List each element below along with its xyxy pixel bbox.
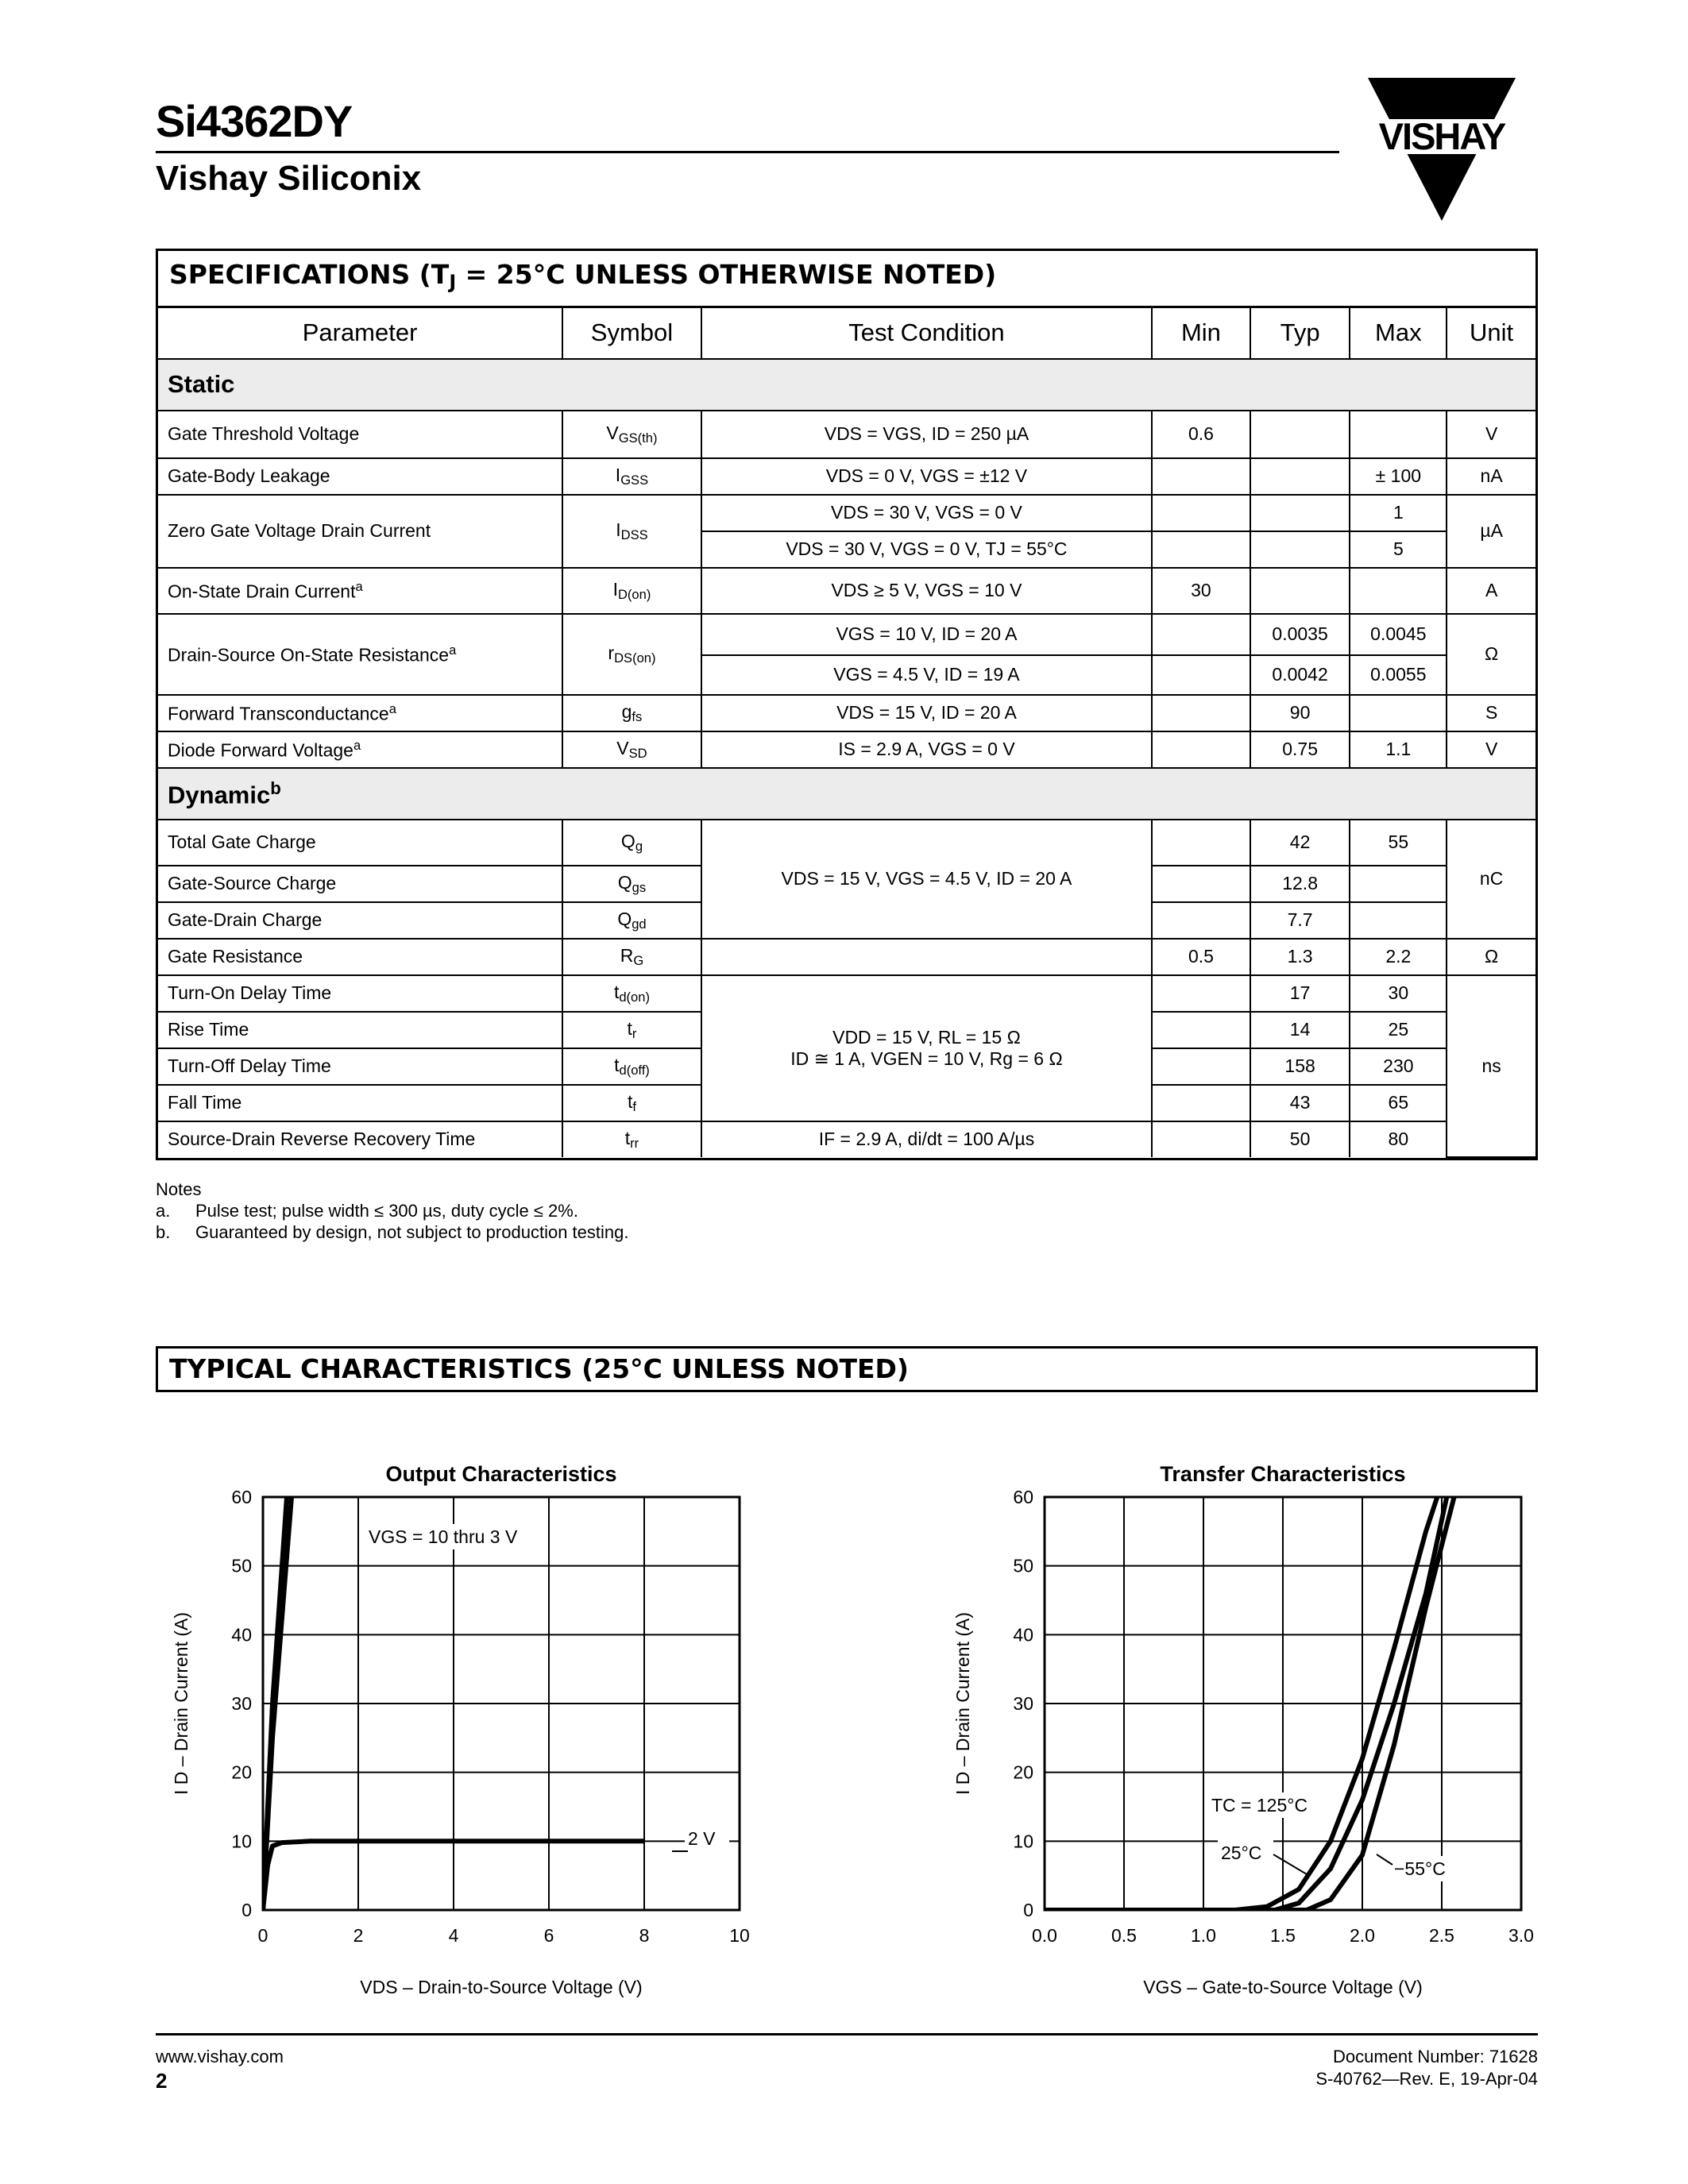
table-header-row [158,307,1535,359]
y-tick-label: 10 [231,1831,252,1852]
specifications-title: SPECIFICATIONS ($T_J = 25^\circ C$ UNLESS OTHERWISE NOTED) [158,251,1535,307]
x-tick-label: 8 [639,1925,650,1946]
x-tick-label: 0.5 [1111,1925,1137,1946]
table-row: Diode Forward Voltage$^a$ $V_{SD}$ IS = 2.9 A, VGS = 0 V 0.75 1.1 V [158,731,1535,768]
table-row: Gate Threshold Voltage $V_{GS(th)}$ VDS = VGS, ID = 250 µA 0.6 V [158,411,1535,458]
table-row: Drain-Source On-State Resistance$^a$ $r_{DS(on)}$ VGS = 10 V, ID = 20 A 0.0035 0.0045 Ω [158,614,1535,655]
footer-url[interactable]: www.vishay.com [156,2047,284,2066]
note-b: b. Guaranteed by design, not subject to production testing. [156,1222,629,1242]
x-tick-label: 1.5 [1270,1925,1296,1946]
table-row: VDS = 30 V, VGS = 0 V, TJ = 55°C 5 [158,531,1535,568]
table-row: Forward Transconductance$^a$ $g_{fs}$ VDS = 15 V, ID = 20 A 90 S [158,695,1535,731]
notes-heading: Notes [156,1179,202,1199]
table-row: On-State Drain Current$^a$ $I_{D(on)}$ VDS ≥ 5 V, VGS = 10 V 30 A [158,568,1535,614]
x-tick-label: 6 [543,1925,554,1946]
x-tick-label: 0 [257,1925,268,1946]
y-tick-label: 20 [231,1761,252,1783]
typical-characteristics-title: TYPICAL CHARACTERISTICS (25°C UNLESS NOTED) [169,1353,910,1384]
document-number: Document Number: 71628 [1332,2047,1538,2066]
col-test-condition: Test Condition [701,307,1152,359]
y-tick-label: 50 [1013,1555,1033,1576]
col-min: Min [1152,307,1250,359]
x-axis-label: VDS – Drain-to-Source Voltage (V) [360,1977,643,1997]
company-name: Vishay Siliconix [156,159,422,198]
specifications-table [158,307,1535,1158]
y-tick-label: 60 [231,1487,252,1507]
x-axis-label: VGS – Gate-to-Source Voltage (V) [1143,1977,1423,1997]
note-a: a. Pulse test; pulse width ≤ 300 µs, duty cycle ≤ 2%. [156,1201,578,1221]
footer-rule [156,2033,1538,2035]
table-row: Gate-Source Charge $Q_{gs}$ 12.8 [158,866,1535,902]
transfer-characteristics-chart [929,1453,1549,2017]
y-tick-label: 40 [231,1624,252,1646]
y-tick-label: 30 [1013,1693,1033,1714]
x-tick-label: 3.0 [1508,1925,1534,1946]
chart-annotation: −55°C [1394,1858,1446,1879]
table-row: Zero Gate Voltage Drain Current $I_{DSS}$ VDS = 30 V, VGS = 0 V 1 µA [158,495,1535,531]
table-row: Fall Time $t_f$ 43 65 [158,1085,1535,1121]
x-tick-label: 2 [353,1925,364,1946]
revision: S-40762—Rev. E, 19-Apr-04 [1315,2069,1538,2089]
y-tick-label: 20 [1013,1761,1033,1783]
y-tick-label: 40 [1013,1624,1033,1646]
x-tick-label: 1.0 [1191,1925,1216,1946]
x-tick-label: 10 [729,1925,750,1946]
section-dynamic: Dynamic$^b$ [158,768,1535,820]
table-row: Turn-On Delay Time $t_{d(on)}$ VDD = 15 V, RL = 15 Ω ID ≅ 1 A, VGEN = 10 V, Rg = 6 Ω 17 30 ns [158,975,1535,1012]
chart-annotation: 25°C [1221,1843,1262,1863]
y-tick-label: 60 [1013,1487,1033,1507]
chart-title: Transfer Characteristics [1160,1462,1406,1486]
y-tick-label: 0 [1023,1900,1033,1920]
x-tick-label: 4 [448,1925,459,1946]
table-row: Rise Time $t_r$ 14 25 [158,1012,1535,1048]
page-number: 2 [156,2069,168,2093]
table-row: Source-Drain Reverse Recovery Time $t_{rr}$ IF = 2.9 A, di/dt = 100 A/µs 50 80 [158,1121,1535,1157]
table-row: Gate-Body Leakage $I_{GSS}$ VDS = 0 V, VGS = ±12 V ± 100 nA [158,458,1535,495]
output-characteristics-chart [156,1453,807,2017]
y-tick-label: 0 [241,1900,252,1920]
table-row: Total Gate Charge $Q_g$ VDS = 15 V, VGS = 4.5 V, ID = 20 A 42 55 nC [158,820,1535,866]
col-typ: Typ [1250,307,1350,359]
y-tick-label: 50 [231,1555,252,1576]
table-row: VGS = 4.5 V, ID = 19 A 0.0042 0.0055 [158,655,1535,695]
annotation-leader [1377,1854,1393,1865]
col-unit: Unit [1447,307,1535,359]
y-tick-label: 30 [231,1693,252,1714]
header-rule [156,151,1339,153]
chart-annotation: 2 V [688,1828,716,1849]
y-axis-label: I D – Drain Current (A) [171,1611,191,1796]
x-tick-label: 2.0 [1350,1925,1375,1946]
typical-characteristics-box [156,1346,1538,1392]
x-tick-label: 2.5 [1429,1925,1454,1946]
y-axis-label: I D – Drain Current (A) [952,1611,973,1796]
col-max: Max [1350,307,1447,359]
logo-text: VISHAY [1378,115,1505,157]
x-tick-label: 0.0 [1032,1925,1057,1946]
notes [156,1179,628,1243]
section-static: Static [158,359,1535,411]
table-row: Turn-Off Delay Time $t_{d(off)}$ 158 230 [158,1048,1535,1085]
chart-title: Output Characteristics [385,1462,617,1486]
annotation-leader [1273,1854,1307,1874]
table-row: Gate-Drain Charge $Q_{gd}$ 7.7 [158,902,1535,939]
specifications-table-box [156,249,1538,1160]
y-tick-label: 10 [1013,1831,1033,1852]
col-parameter: Parameter [158,307,562,359]
col-symbol: Symbol [562,307,701,359]
table-row: Gate Resistance $R_G$ 0.5 1.3 2.2 Ω [158,939,1535,975]
vishay-logo [1350,78,1533,221]
part-number: Si4362DY [156,96,353,146]
chart-annotation: TC = 125°C [1211,1795,1308,1815]
chart-annotation: VGS = 10 thru 3 V [369,1526,518,1547]
